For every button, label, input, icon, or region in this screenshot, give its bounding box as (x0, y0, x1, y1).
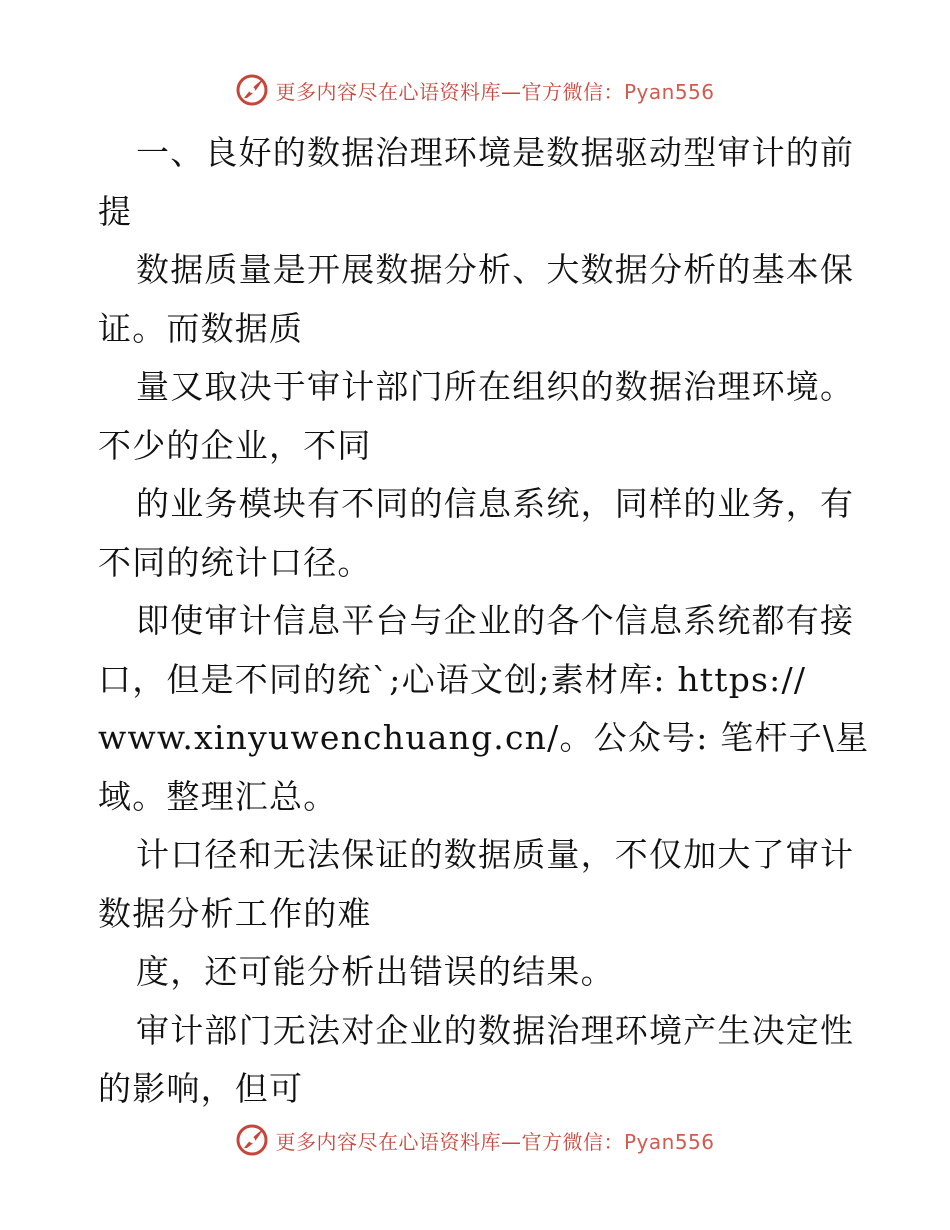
text-line: 度，还可能分析出错误的结果。 (136, 952, 615, 991)
text-line: 计口径和无法保证的数据质量，不仅加大了审计 (136, 835, 855, 874)
text-line: 口，但是不同的统`;心语文创;素材库: https:// (98, 659, 807, 699)
text-line: 数据质量是开展数据分析、大数据分析的基本保 (136, 250, 855, 289)
banner-separator: — (500, 79, 522, 104)
banner-main-text: 更多内容尽在心语资料库 (275, 1129, 501, 1154)
text-line: 的影响，但可 (98, 1069, 304, 1108)
banner-separator: — (500, 1129, 522, 1154)
banner-text (275, 1126, 714, 1155)
document-body (98, 124, 870, 1119)
text-line: 的业务模块有不同的信息系统，同样的业务，有 (136, 484, 855, 523)
text-line: 域。整理汇总。 (98, 776, 338, 816)
text-line: 一、良好的数据治理环境是数据驱动型审计的前 (136, 133, 855, 172)
banner-text (275, 76, 714, 105)
text-line: 不少的企业，不同 (98, 425, 372, 465)
banner-wechat-label: 官方微信： (521, 79, 624, 104)
text-line: 证。而数据质 (98, 308, 304, 348)
quill-logo-icon (235, 73, 269, 107)
footer-watermark-banner (0, 1120, 950, 1160)
quill-logo-icon (235, 1123, 269, 1157)
text-line: 提 (98, 191, 133, 231)
text-line: 审计部门无法对企业的数据治理环境产生决定性 (136, 1010, 855, 1050)
text-line: 不同的统计口径。 (98, 542, 372, 582)
text-line: 数据分析工作的难 (98, 893, 372, 933)
text-line: 即使审计信息平台与企业的各个信息系统都有接 (136, 601, 855, 640)
banner-wechat-id: Pyan556 (623, 1129, 715, 1154)
banner-main-text: 更多内容尽在心语资料库 (275, 79, 501, 104)
banner-wechat-id: Pyan556 (623, 79, 715, 104)
text-line: www.xinyuwenchuang.cn/。公众号: 笔杆子\星 (98, 718, 870, 757)
banner-wechat-label: 官方微信： (521, 1129, 624, 1154)
text-line: 量又取决于审计部门所在组织的数据治理环境。 (136, 367, 855, 406)
header-watermark-banner (0, 70, 950, 110)
